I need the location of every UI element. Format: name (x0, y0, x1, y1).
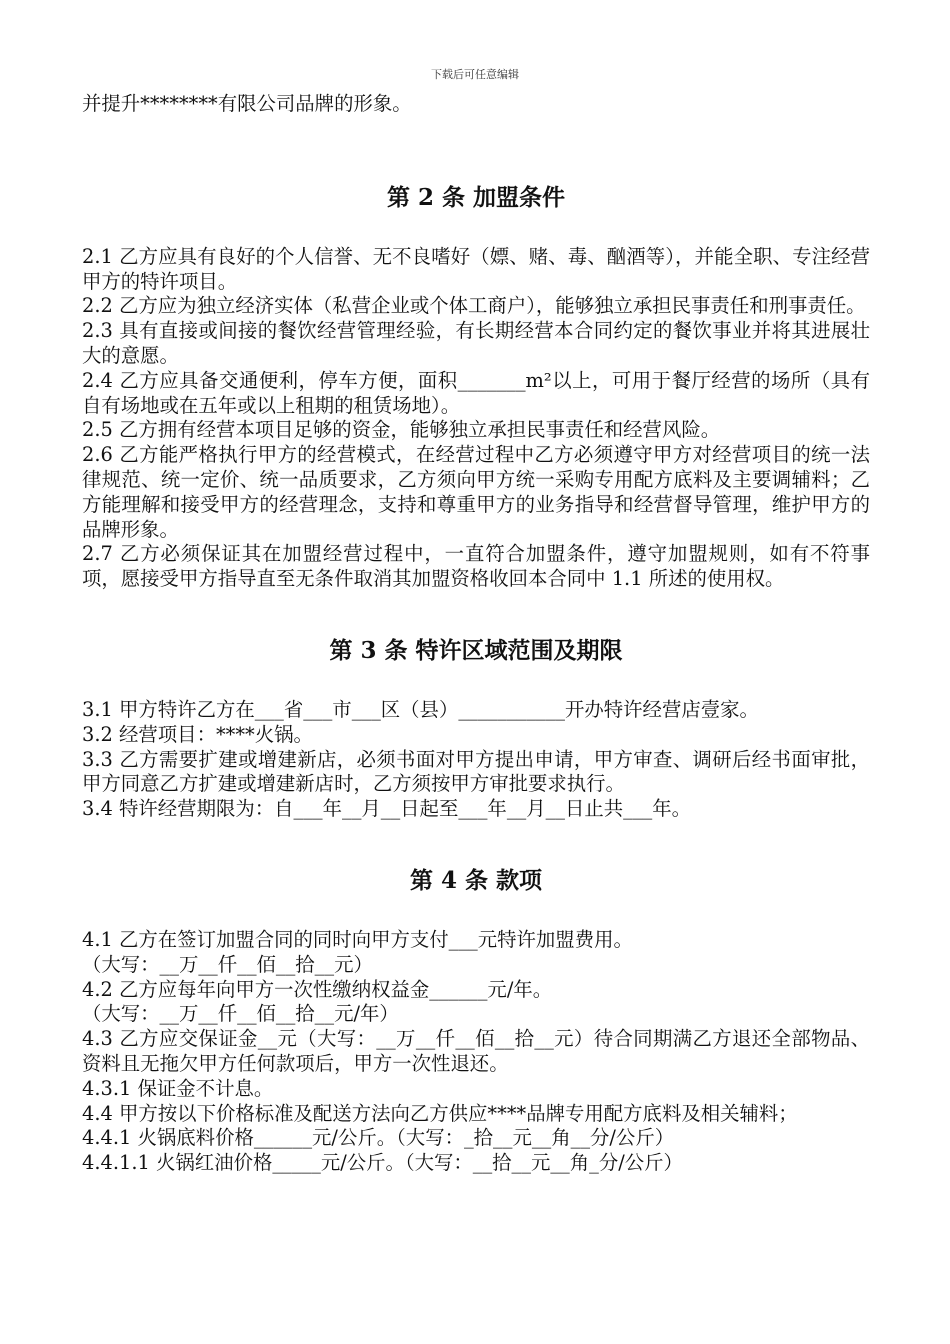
clause-2-7: 2.7 乙方必须保证其在加盟经营过程中，一直符合加盟条件，遵守加盟规则，如有不符事项，愿接受甲方指导直至无条件取消其加盟资格收回本合同中 1.1 所述的使用权。 (82, 542, 870, 591)
section-4-heading: 第 4 条 款项 (409, 866, 543, 894)
clause-2-5: 2.5 乙方拥有经营本项目足够的资金，能够独立承担民事责任和经营风险。 (82, 418, 721, 442)
intro-paragraph: 并提升********有限公司品牌的形象。 (82, 92, 412, 115)
clause-4-2: 4.2 乙方应每年向甲方一次性缴纳权益金______元/年。 (82, 977, 553, 1001)
clause-3-2: 3.2 经营项目：****火锅。 (82, 722, 313, 746)
clause-2-1: 2.1 乙方应具有良好的个人信誉、无不良嗜好（嫖、赌、毒、酗酒等），并能全职、专注经营甲方的特许项目。 (82, 244, 870, 293)
section-2-heading: 第 2 条 加盟条件 (386, 183, 566, 211)
page-header-note: 下载后可任意编辑 (431, 68, 519, 81)
clause-2-4: 2.4 乙方应具备交通便利，停车方便，面积_______m²以上，可用于餐厅经营的场所（具有自有场地或在五年或以上租期的租赁场地）。 (82, 368, 870, 417)
clause-4-1: 4.1 乙方在签订加盟合同的同时向甲方支付___元特许加盟费用。 (82, 927, 633, 951)
clause-4-3-1: 4.3.1 保证金不计息。 (82, 1076, 274, 1100)
clause-4-1-amount: （大写：__万__仟__佰__拾__元） (82, 952, 373, 976)
clause-3-4: 3.4 特许经营期限为：自___年__月__日起至___年__月__日止共___年。 (82, 797, 692, 821)
clause-4-3: 4.3 乙方应交保证金__元（大写：__万__仟__佰__拾__元）待合同期满乙方退还全部物品、资料且无拖欠甲方任何款项后，甲方一次性退还。 (82, 1027, 870, 1075)
clause-2-6: 2.6 乙方能严格执行甲方的经营模式，在经营过程中乙方必须遵守甲方对经营项目的统一法律规范、统一定价、统一品质要求，乙方须向甲方统一采购专用配方底料及主要调辅料；乙方能理解和接受甲方的经营理念，支持和尊重甲方的业务指导和经营督导管理，维护甲方的品牌形象。 (82, 443, 870, 541)
section-3-heading: 第 3 条 特许区域范围及期限 (329, 636, 623, 664)
clause-4-4: 4.4 甲方按以下价格标准及配送方法向乙方供应****品牌专用配方底料及相关辅料； (82, 1101, 798, 1125)
clause-4-2-amount: （大写：__万__仟__佰__拾__元/年） (82, 1002, 399, 1026)
clause-4-4-1: 4.4.1 火锅底料价格______元/公斤。（大写：_拾__元__角__分/公斤） (82, 1126, 675, 1150)
clause-3-3: 3.3 乙方需要扩建或增建新店，必须书面对甲方提出申请，甲方审查、调研后经书面审批，甲方同意乙方扩建或增建新店时，乙方须按甲方审批要求执行。 (82, 747, 870, 796)
clause-4-4-1-1: 4.4.1.1 火锅红油价格_____元/公斤。（大写：__拾__元__角_分/公斤） (82, 1151, 683, 1175)
clause-2-3: 2.3 具有直接或间接的餐饮经营管理经验，有长期经营本合同约定的餐饮事业并将其进展壮大的意愿。 (82, 319, 870, 367)
clause-2-2: 2.2 乙方应为独立经济实体（私营企业或个体工商户），能够独立承担民事责任和刑事责任。 (82, 294, 866, 318)
clause-3-1: 3.1 甲方特许乙方在___省___市___区（县）___________开办特许经营店壹家。 (82, 697, 759, 721)
document-body (82, 92, 870, 1176)
